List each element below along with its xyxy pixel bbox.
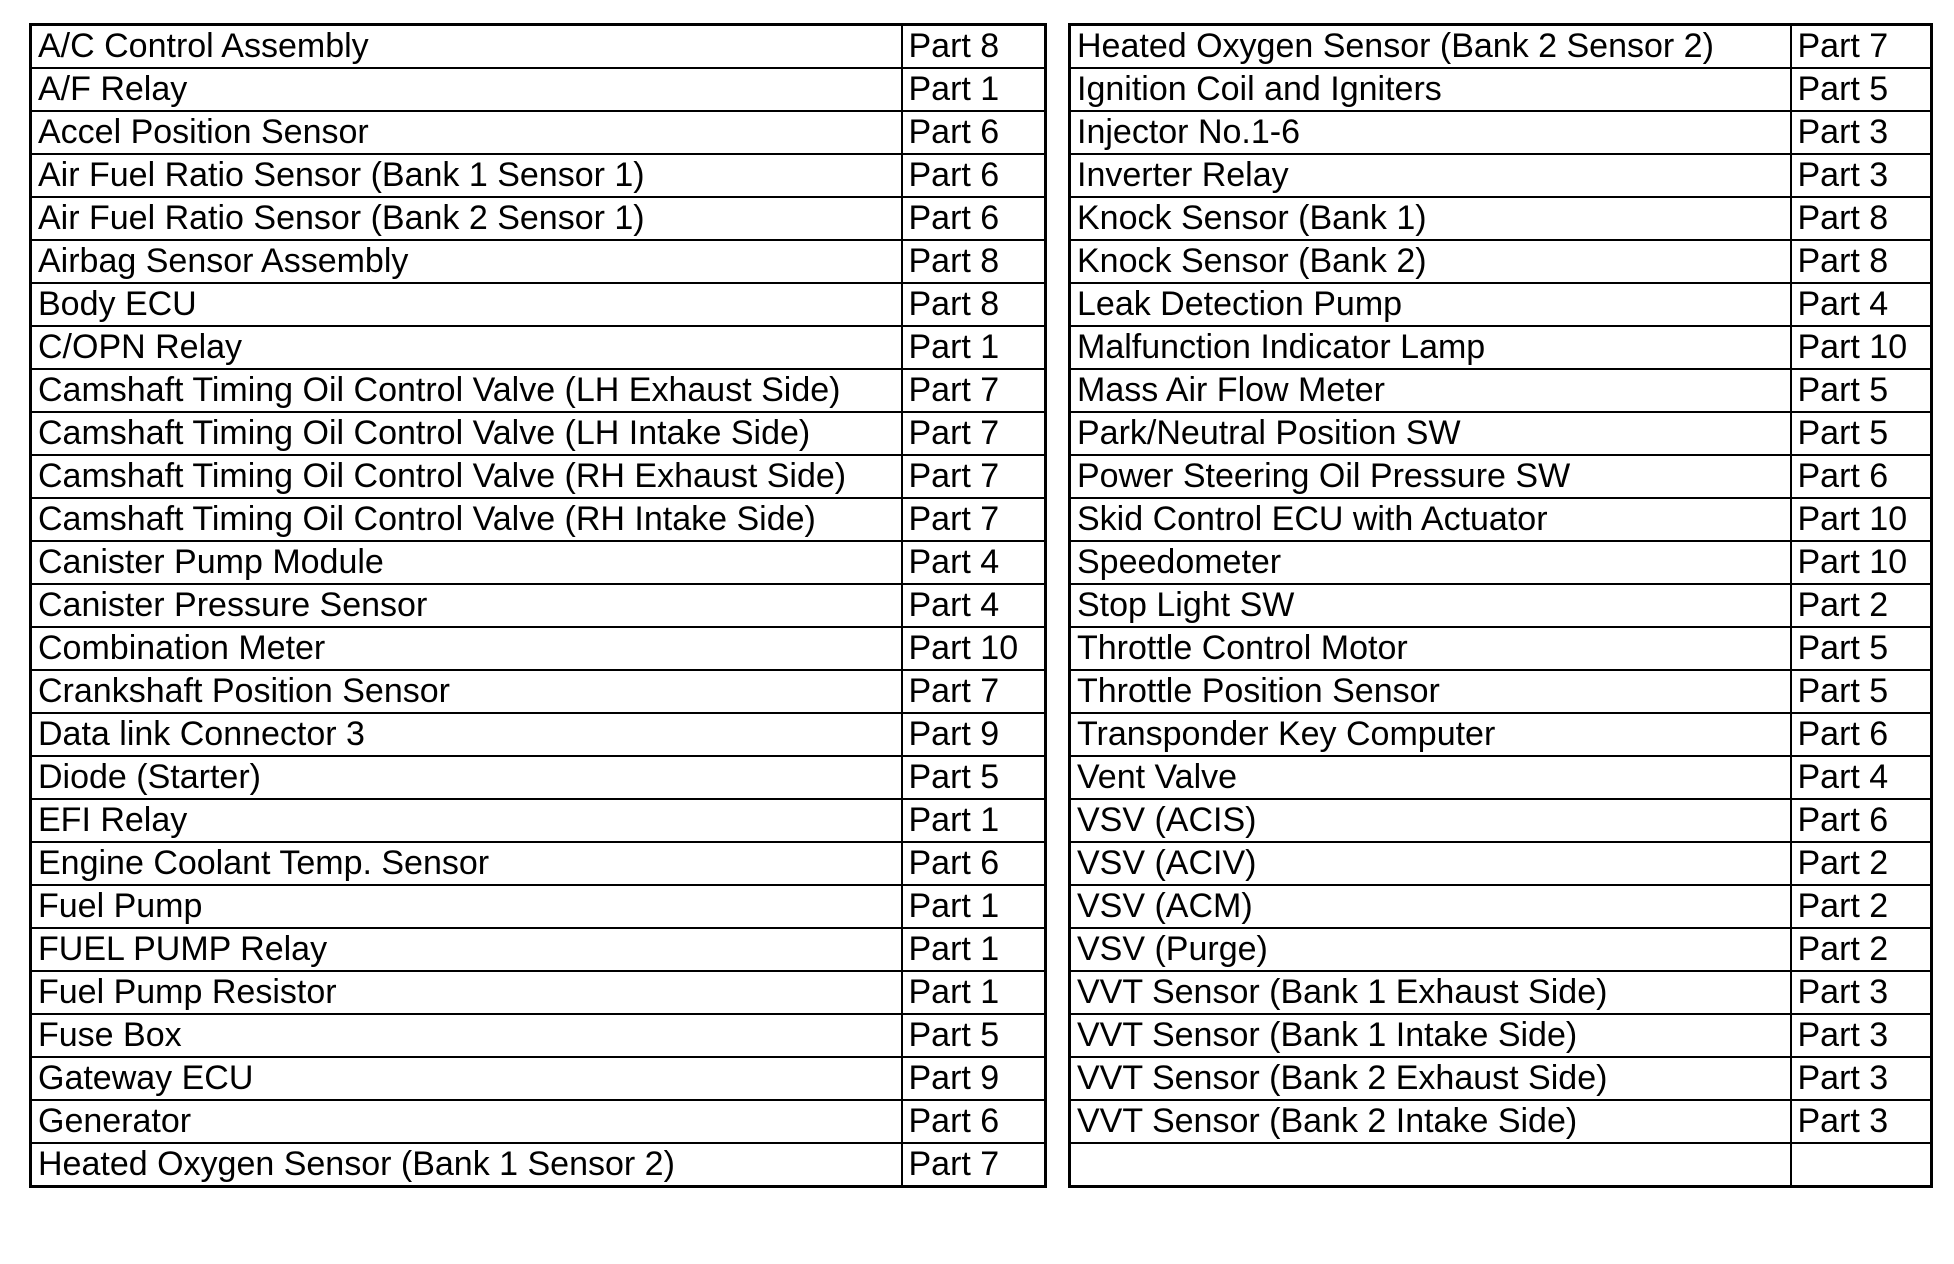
table-row xyxy=(31,799,1046,842)
component-name-cell: A/C Control Assembly xyxy=(31,25,902,69)
part-reference-cell: Part 4 xyxy=(902,541,1046,584)
part-reference-cell: Part 7 xyxy=(902,412,1046,455)
part-reference-cell: Part 6 xyxy=(902,154,1046,197)
component-name-cell: Mass Air Flow Meter xyxy=(1070,369,1791,412)
table-row xyxy=(31,68,1046,111)
part-reference-cell: Part 6 xyxy=(902,842,1046,885)
table-row xyxy=(31,584,1046,627)
component-name-cell: Heated Oxygen Sensor (Bank 1 Sensor 2) xyxy=(31,1143,902,1187)
component-name-cell: Data link Connector 3 xyxy=(31,713,902,756)
component-name-cell: Gateway ECU xyxy=(31,1057,902,1100)
part-reference-cell: Part 5 xyxy=(902,1014,1046,1057)
part-reference-cell: Part 8 xyxy=(902,25,1046,69)
table-row xyxy=(1070,627,1932,670)
part-reference-cell: Part 3 xyxy=(1791,1057,1932,1100)
component-name-cell: Inverter Relay xyxy=(1070,154,1791,197)
component-name-cell: Diode (Starter) xyxy=(31,756,902,799)
component-name-cell: Knock Sensor (Bank 1) xyxy=(1070,197,1791,240)
table-row xyxy=(1070,154,1932,197)
table-row xyxy=(1070,971,1932,1014)
table-row xyxy=(31,627,1046,670)
table-row xyxy=(31,1014,1046,1057)
component-name-cell: Power Steering Oil Pressure SW xyxy=(1070,455,1791,498)
component-name-cell: Fuse Box xyxy=(31,1014,902,1057)
table-row xyxy=(1070,283,1932,326)
component-name-cell: Body ECU xyxy=(31,283,902,326)
table-row xyxy=(31,928,1046,971)
part-reference-cell: Part 6 xyxy=(902,1100,1046,1143)
part-reference-cell: Part 5 xyxy=(1791,412,1932,455)
component-name-cell: VSV (ACIV) xyxy=(1070,842,1791,885)
component-name-cell: VVT Sensor (Bank 1 Intake Side) xyxy=(1070,1014,1791,1057)
part-reference-cell: Part 9 xyxy=(902,713,1046,756)
component-name-cell: Ignition Coil and Igniters xyxy=(1070,68,1791,111)
table-row xyxy=(1070,1100,1932,1143)
part-reference-cell: Part 7 xyxy=(902,670,1046,713)
table-row xyxy=(31,1100,1046,1143)
table-row xyxy=(31,713,1046,756)
component-name-cell: Vent Valve xyxy=(1070,756,1791,799)
part-reference-cell: Part 2 xyxy=(1791,885,1932,928)
component-name-cell: Heated Oxygen Sensor (Bank 2 Sensor 2) xyxy=(1070,25,1791,69)
table-row xyxy=(31,111,1046,154)
part-reference-cell: Part 8 xyxy=(902,240,1046,283)
part-reference-cell: Part 7 xyxy=(902,455,1046,498)
table-row xyxy=(1070,713,1932,756)
component-name-cell: Fuel Pump xyxy=(31,885,902,928)
table-row xyxy=(1070,670,1932,713)
part-reference-cell: Part 5 xyxy=(1791,68,1932,111)
component-name-cell: EFI Relay xyxy=(31,799,902,842)
component-name-cell: A/F Relay xyxy=(31,68,902,111)
component-name-cell: Skid Control ECU with Actuator xyxy=(1070,498,1791,541)
table-row xyxy=(1070,799,1932,842)
table-row xyxy=(31,756,1046,799)
component-name-cell: Throttle Control Motor xyxy=(1070,627,1791,670)
table-row xyxy=(1070,412,1932,455)
part-reference-cell: Part 1 xyxy=(902,68,1046,111)
part-reference-cell: Part 2 xyxy=(1791,584,1932,627)
table-row xyxy=(31,842,1046,885)
table-row xyxy=(31,25,1046,69)
part-reference-cell xyxy=(1791,1143,1932,1187)
component-index-table-right xyxy=(1068,23,1933,1188)
component-name-cell: VSV (Purge) xyxy=(1070,928,1791,971)
component-name-cell: Knock Sensor (Bank 2) xyxy=(1070,240,1791,283)
table-row xyxy=(31,541,1046,584)
component-name-cell: Leak Detection Pump xyxy=(1070,283,1791,326)
table-row xyxy=(1070,1014,1932,1057)
part-reference-cell: Part 2 xyxy=(1791,842,1932,885)
table-row xyxy=(31,1057,1046,1100)
part-reference-cell: Part 3 xyxy=(1791,971,1932,1014)
component-name-cell: VVT Sensor (Bank 2 Exhaust Side) xyxy=(1070,1057,1791,1100)
part-reference-cell: Part 7 xyxy=(902,369,1046,412)
part-reference-cell: Part 6 xyxy=(902,111,1046,154)
part-reference-cell: Part 9 xyxy=(902,1057,1046,1100)
table-row xyxy=(1070,197,1932,240)
table-row xyxy=(1070,584,1932,627)
table-row xyxy=(31,670,1046,713)
part-reference-cell: Part 5 xyxy=(1791,369,1932,412)
table-row xyxy=(1070,240,1932,283)
part-reference-cell: Part 1 xyxy=(902,971,1046,1014)
part-reference-cell: Part 3 xyxy=(1791,154,1932,197)
part-reference-cell: Part 5 xyxy=(902,756,1046,799)
table-row xyxy=(1070,928,1932,971)
component-name-cell: C/OPN Relay xyxy=(31,326,902,369)
table-row xyxy=(31,455,1046,498)
part-reference-cell: Part 4 xyxy=(1791,283,1932,326)
component-name-cell: Generator xyxy=(31,1100,902,1143)
component-name-cell: Camshaft Timing Oil Control Valve (LH Intake Side) xyxy=(31,412,902,455)
component-name-cell: Transponder Key Computer xyxy=(1070,713,1791,756)
component-name-cell: Fuel Pump Resistor xyxy=(31,971,902,1014)
part-reference-cell: Part 10 xyxy=(902,627,1046,670)
table-row xyxy=(1070,68,1932,111)
part-reference-cell: Part 1 xyxy=(902,928,1046,971)
table-row xyxy=(1070,25,1932,69)
part-reference-cell: Part 6 xyxy=(1791,799,1932,842)
table-row xyxy=(31,498,1046,541)
part-reference-cell: Part 1 xyxy=(902,885,1046,928)
part-reference-cell: Part 8 xyxy=(1791,197,1932,240)
component-name-cell: Engine Coolant Temp. Sensor xyxy=(31,842,902,885)
table-row xyxy=(1070,111,1932,154)
component-name-cell: Speedometer xyxy=(1070,541,1791,584)
component-name-cell xyxy=(1070,1143,1791,1187)
component-name-cell: Airbag Sensor Assembly xyxy=(31,240,902,283)
component-name-cell: Accel Position Sensor xyxy=(31,111,902,154)
table-row xyxy=(31,154,1046,197)
part-reference-cell: Part 6 xyxy=(1791,713,1932,756)
part-reference-cell: Part 7 xyxy=(902,498,1046,541)
table-row xyxy=(1070,498,1932,541)
component-name-cell: Stop Light SW xyxy=(1070,584,1791,627)
part-reference-cell: Part 10 xyxy=(1791,326,1932,369)
part-reference-cell: Part 4 xyxy=(902,584,1046,627)
table-row xyxy=(31,369,1046,412)
table-row xyxy=(1070,1057,1932,1100)
part-reference-cell: Part 6 xyxy=(1791,455,1932,498)
part-reference-cell: Part 7 xyxy=(902,1143,1046,1187)
table-row xyxy=(31,885,1046,928)
part-reference-cell: Part 4 xyxy=(1791,756,1932,799)
part-reference-cell: Part 3 xyxy=(1791,111,1932,154)
component-name-cell: Air Fuel Ratio Sensor (Bank 2 Sensor 1) xyxy=(31,197,902,240)
part-reference-cell: Part 10 xyxy=(1791,498,1932,541)
component-name-cell: Combination Meter xyxy=(31,627,902,670)
table-row xyxy=(1070,756,1932,799)
part-reference-cell: Part 6 xyxy=(902,197,1046,240)
component-name-cell: Air Fuel Ratio Sensor (Bank 1 Sensor 1) xyxy=(31,154,902,197)
table-row xyxy=(31,240,1046,283)
table-left-body xyxy=(31,25,1046,1187)
component-name-cell: Malfunction Indicator Lamp xyxy=(1070,326,1791,369)
table-row xyxy=(1070,369,1932,412)
part-reference-cell: Part 8 xyxy=(902,283,1046,326)
part-reference-cell: Part 10 xyxy=(1791,541,1932,584)
part-reference-cell: Part 3 xyxy=(1791,1014,1932,1057)
table-row xyxy=(31,326,1046,369)
component-name-cell: Camshaft Timing Oil Control Valve (RH Intake Side) xyxy=(31,498,902,541)
part-reference-cell: Part 2 xyxy=(1791,928,1932,971)
table-row xyxy=(31,1143,1046,1187)
table-row xyxy=(31,283,1046,326)
part-reference-cell: Part 8 xyxy=(1791,240,1932,283)
component-name-cell: Canister Pump Module xyxy=(31,541,902,584)
component-name-cell: Camshaft Timing Oil Control Valve (RH Exhaust Side) xyxy=(31,455,902,498)
table-row xyxy=(1070,1143,1932,1187)
component-name-cell: FUEL PUMP Relay xyxy=(31,928,902,971)
table-row xyxy=(31,971,1046,1014)
component-name-cell: VVT Sensor (Bank 2 Intake Side) xyxy=(1070,1100,1791,1143)
table-row xyxy=(31,197,1046,240)
component-name-cell: Crankshaft Position Sensor xyxy=(31,670,902,713)
part-reference-cell: Part 7 xyxy=(1791,25,1932,69)
component-name-cell: Park/Neutral Position SW xyxy=(1070,412,1791,455)
component-index-table-left xyxy=(29,23,1047,1188)
component-name-cell: Injector No.1-6 xyxy=(1070,111,1791,154)
part-reference-cell: Part 5 xyxy=(1791,670,1932,713)
component-name-cell: Throttle Position Sensor xyxy=(1070,670,1791,713)
table-row xyxy=(1070,541,1932,584)
part-reference-cell: Part 3 xyxy=(1791,1100,1932,1143)
component-name-cell: VSV (ACM) xyxy=(1070,885,1791,928)
part-reference-cell: Part 5 xyxy=(1791,627,1932,670)
table-row xyxy=(1070,842,1932,885)
table-row xyxy=(1070,455,1932,498)
component-name-cell: VVT Sensor (Bank 1 Exhaust Side) xyxy=(1070,971,1791,1014)
table-right-body xyxy=(1070,25,1932,1187)
part-reference-cell: Part 1 xyxy=(902,326,1046,369)
table-row xyxy=(1070,326,1932,369)
component-name-cell: VSV (ACIS) xyxy=(1070,799,1791,842)
component-name-cell: Camshaft Timing Oil Control Valve (LH Exhaust Side) xyxy=(31,369,902,412)
part-reference-cell: Part 1 xyxy=(902,799,1046,842)
table-row xyxy=(1070,885,1932,928)
component-name-cell: Canister Pressure Sensor xyxy=(31,584,902,627)
table-row xyxy=(31,412,1046,455)
